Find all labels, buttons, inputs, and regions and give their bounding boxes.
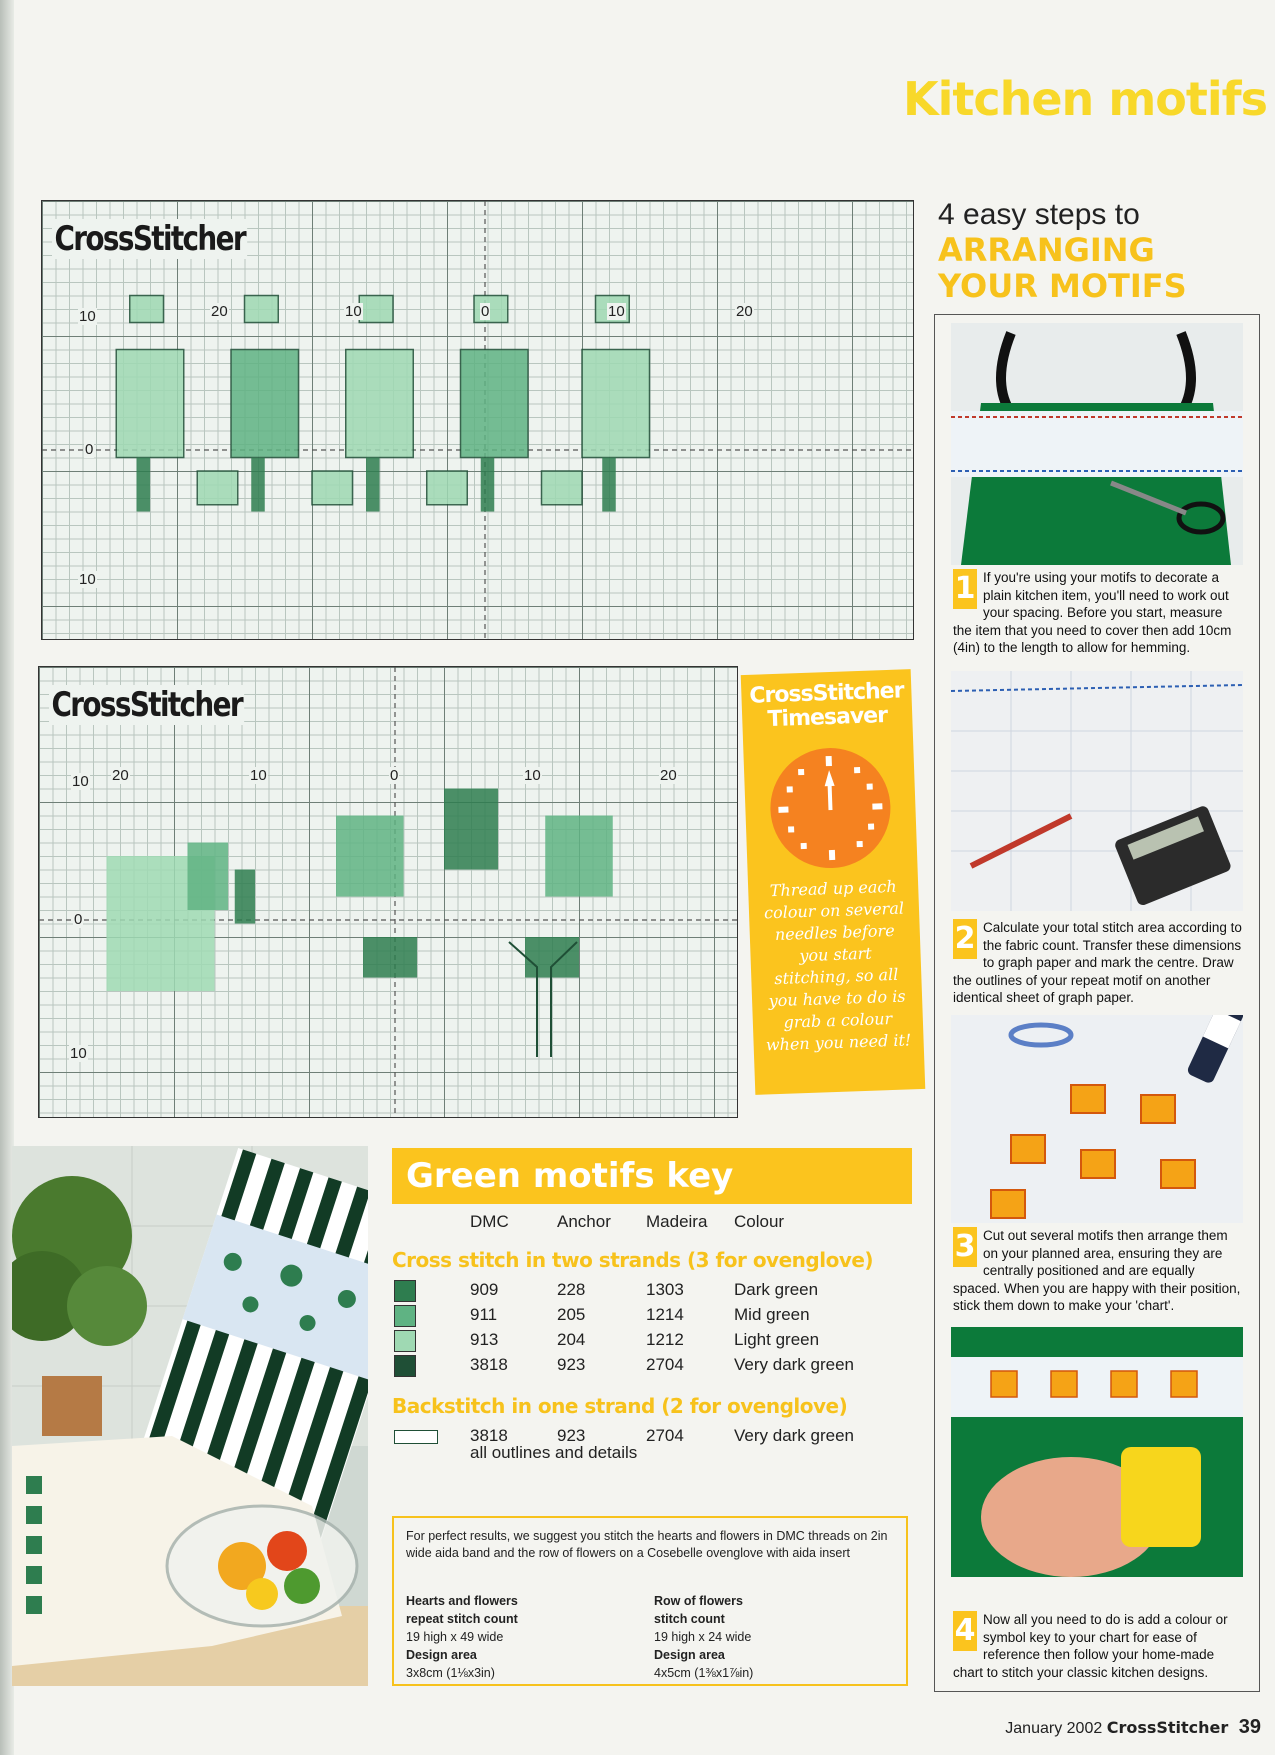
chart1-side-number: 10 — [79, 571, 96, 588]
chart1-top-number: 0 — [481, 303, 490, 320]
chart-row-of-flowers — [38, 666, 738, 1118]
step3-photo-mug-motifs — [951, 1015, 1243, 1223]
chart2-top-number: 10 — [250, 767, 267, 784]
footer-brand: CrossStitcher — [1106, 1718, 1229, 1737]
symbol-dark-green — [394, 1280, 416, 1302]
step-number-badge: 1 — [953, 569, 977, 609]
symbol-backstitch-line — [394, 1430, 438, 1444]
green-motifs-key — [392, 1148, 912, 1468]
chart2-stitches — [39, 667, 738, 1118]
step-number-badge: 3 — [953, 1227, 977, 1267]
timesaver-tip-box — [741, 669, 926, 1095]
step2-photo-graph-paper — [951, 671, 1243, 911]
step4-photo-finished-apron — [951, 1327, 1243, 1577]
page-footer — [1005, 1716, 1261, 1739]
chart2-brand-logo: CrossStitcher — [49, 685, 244, 725]
chart1-top-number: 10 — [608, 303, 625, 320]
steps-heading-line2: ARRANGING — [938, 231, 1155, 269]
chart1-stitches — [42, 201, 914, 640]
step-1: 1 If you're using your motifs to decorate a plain kitchen item, you'll need to work out your spacing. Before you start, measure the item that you need to cover then add 10cm (4in) to the length to allow for hemming. — [953, 570, 1232, 655]
chart2-top-number: 10 — [72, 773, 89, 790]
key-row-backstitch: 3818 923 2704 Very dark green — [392, 1426, 912, 1451]
cross-stitch-heading: Cross stitch in two strands (3 for ovenglove) — [392, 1248, 874, 1272]
key-col-anchor: Anchor — [557, 1212, 611, 1231]
symbol-light-green — [394, 1330, 416, 1352]
chart2-top-number: 20 — [112, 767, 129, 784]
steps-heading — [938, 198, 1187, 304]
steps-panel — [934, 314, 1260, 1692]
key-row: 913 204 1212 Light green — [392, 1330, 912, 1355]
clock-icon — [768, 746, 892, 870]
step-number-badge: 2 — [953, 919, 977, 959]
key-col-dmc: DMC — [470, 1212, 509, 1231]
key-row: 3818 923 2704 Very dark green — [392, 1355, 912, 1380]
key-column-headers — [392, 1212, 912, 1242]
key-row: 909 228 1303 Dark green — [392, 1280, 912, 1305]
step-4: 4 Now all you need to do is add a colour or symbol key to your chart for ease of reference then follow your home-made chart to stitch your classic kitchen designs. — [953, 1612, 1228, 1680]
chart1-top-number: 10 — [79, 308, 96, 325]
note-intro: For perfect results, we suggest you stitch the hearts and flowers in DMC threads on 2in wide aida band and the row of flowers on a Cosebelle ovenglove with aida insert — [406, 1529, 888, 1560]
chart1-top-number: 10 — [345, 303, 362, 320]
key-col-colour: Colour — [734, 1212, 785, 1231]
page-title: Kitchen motifs — [902, 72, 1267, 126]
chart1-brand-logo: CrossStitcher — [52, 219, 247, 259]
note-row-of-flowers: Row of flowers stitch count 19 high x 24 wide Design area 4x5cm (1⅜x1⅞in) — [654, 1594, 754, 1680]
chart2-side-number: 10 — [70, 1045, 87, 1062]
chart-hearts-and-flowers — [41, 200, 914, 640]
timesaver-text: Thread up each colour on several needles before you start stitching, so all you have to do is grab a colour when you need it! — [763, 876, 912, 1055]
footer-date: January 2002 — [1005, 1720, 1103, 1737]
symbol-very-dark-green — [394, 1355, 416, 1377]
symbol-mid-green — [394, 1305, 416, 1327]
key-heading: Green motifs key — [392, 1148, 912, 1204]
backstitch-detail: all outlines and details — [470, 1443, 638, 1462]
step-2: 2 Calculate your total stitch area according to the fabric count. Transfer these dimensions to graph paper and mark the centre. Draw the outlines of your repeat motif on another identical sheet of graph paper. — [953, 920, 1242, 1005]
chart1-side-number: 0 — [85, 441, 94, 458]
chart2-side-number: 0 — [74, 911, 83, 928]
chart1-motifs — [116, 296, 649, 512]
step-number-badge: 4 — [953, 1611, 977, 1651]
steps-heading-line1: 4 easy steps to — [938, 198, 1140, 231]
materials-note-box — [392, 1516, 908, 1686]
chart2-top-number: 20 — [660, 767, 677, 784]
page-number: 39 — [1238, 1716, 1261, 1738]
step1-photo-apron — [951, 323, 1243, 565]
ovenglove-photo — [12, 1146, 368, 1686]
chart2-top-number: 10 — [524, 767, 541, 784]
key-row: 911 205 1214 Mid green — [392, 1305, 912, 1330]
step-3: 3 Cut out several motifs then arrange them on your planned area, ensuring they are centrally positioned and are equally spaced. When you are happy with their position, stick them down to make your 'chart'. — [953, 1228, 1241, 1313]
chart1-top-number: 20 — [736, 303, 753, 320]
chart1-top-number: 20 — [211, 303, 228, 320]
backstitch-heading: Backstitch in one strand (2 for ovenglove) — [392, 1394, 848, 1418]
steps-heading-line3: YOUR MOTIFS — [938, 267, 1187, 305]
timesaver-title: CrossStitcher Timesaver — [748, 678, 904, 733]
note-hearts-and-flowers: Hearts and flowers repeat stitch count 19 high x 49 wide Design area 3x8cm (1⅛x3in) — [406, 1594, 518, 1680]
key-col-madeira: Madeira — [646, 1212, 708, 1231]
chart2-top-number: 0 — [390, 767, 399, 784]
